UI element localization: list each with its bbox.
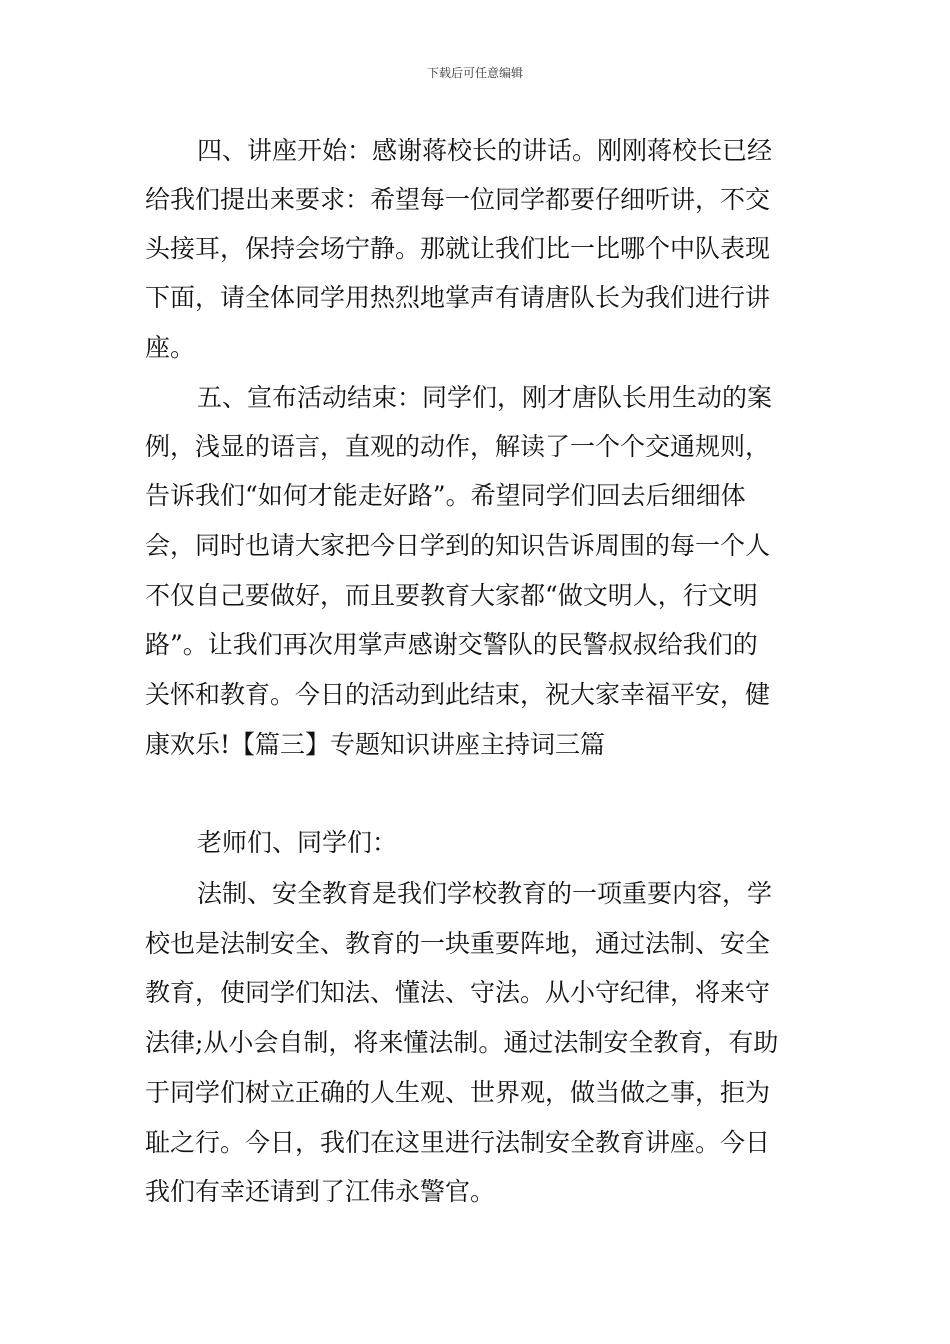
text-line: 关怀和教育。今日的活动到此结束，祝大家幸福平安，健 [145, 680, 771, 709]
text-line: 路”。让我们再次用掌声感谢交警队的民警叔叔给我们的 [145, 630, 758, 659]
text-line: 于同学们树立正确的人生观、世界观，做当做之事，拒为 [145, 1078, 771, 1107]
text-line: 会，同时也请大家把今日学到的知识告诉周围的每一个人 [145, 531, 771, 560]
text-line: 我们有幸还请到了江伟永警官。 [145, 1177, 496, 1206]
text-line: 不仅自己要做好，而且要教育大家都“做文明人，行文明 [145, 581, 758, 610]
text-line: 老师们、同学们： [197, 828, 398, 857]
page-header-note: 下载后可任意编辑 [426, 66, 523, 80]
text-line: 下面，请全体同学用热烈地掌声有请唐队长为我们进行讲 [145, 283, 771, 312]
text-line: 校也是法制安全、教育的一块重要阵地，通过法制、安全 [145, 929, 771, 958]
text-line: 法制、安全教育是我们学校教育的一项重要内容，学 [197, 879, 773, 908]
text-line: 座。 [145, 333, 196, 362]
text-line: 四、讲座开始：感谢蒋校长的讲话。刚刚蒋校长已经 [197, 136, 773, 165]
text-line: 法律;从小会自制，将来懂法制。通过法制安全教育，有助 [145, 1028, 779, 1057]
text-line: 头接耳，保持会场宁静。那就让我们比一比哪个中队表现 [145, 234, 771, 263]
text-line: 五、宣布活动结束：同学们，刚才唐队长用生动的案 [197, 383, 773, 412]
text-line: 告诉我们“如何才能走好路”。希望同学们回去后细细体 [145, 481, 746, 510]
text-line: 康欢乐!【篇三】专题知识讲座主持词三篇 [145, 730, 606, 759]
text-line: 给我们提出来要求：希望每一位同学都要仔细听讲，不交 [145, 185, 771, 214]
text-line: 耻之行。今日，我们在这里进行法制安全教育讲座。今日 [145, 1128, 771, 1157]
text-line: 教育，使同学们知法、懂法、守法。从小守纪律，将来守 [145, 978, 771, 1007]
text-line: 例，浅显的语言，直观的动作，解读了一个个交通规则， [145, 432, 771, 461]
